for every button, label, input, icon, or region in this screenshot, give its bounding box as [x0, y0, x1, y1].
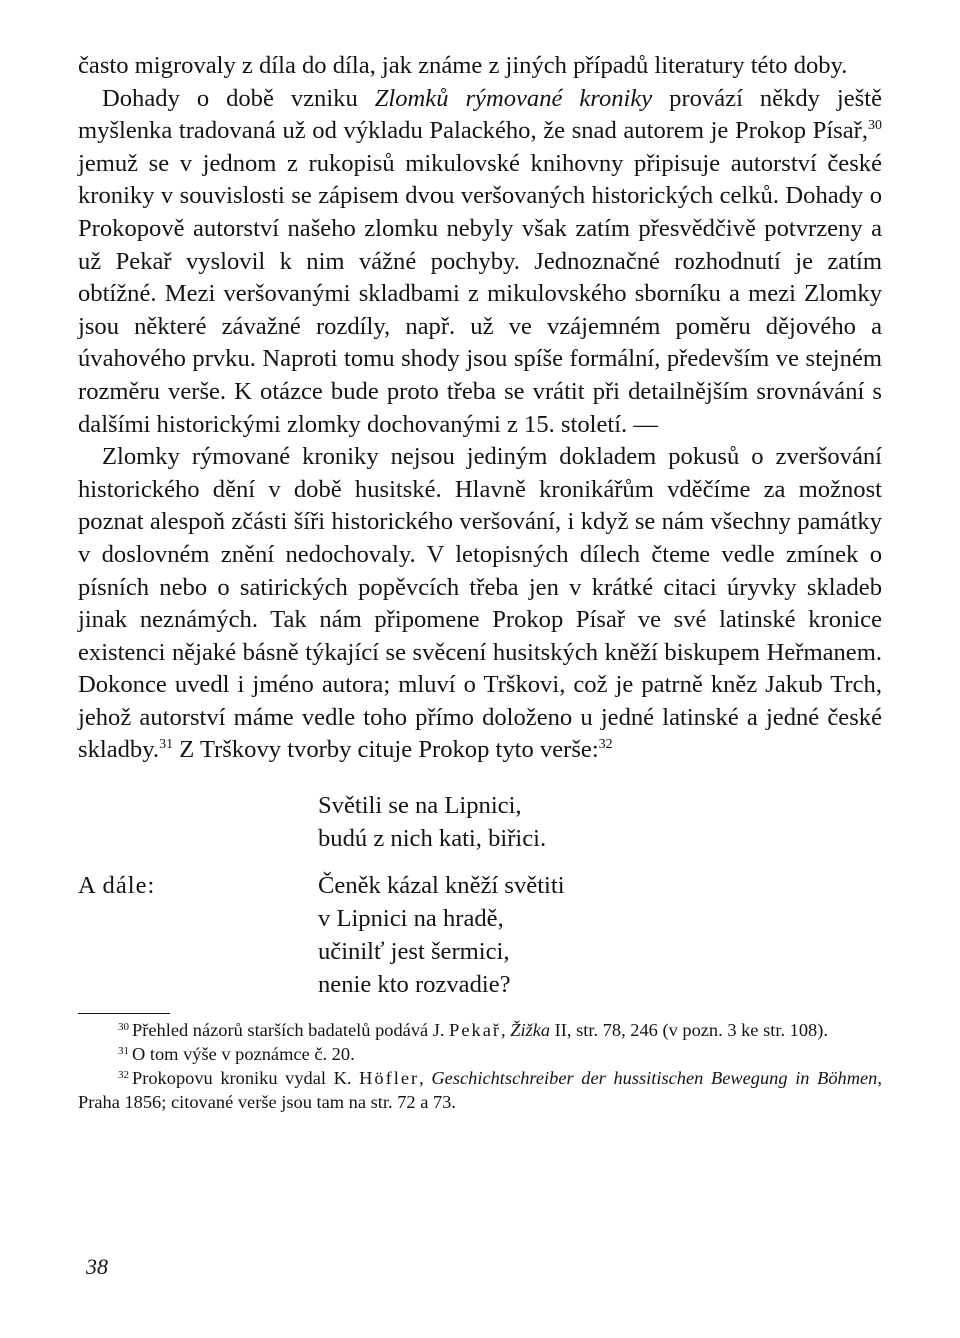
- verse-block-1: [318, 789, 882, 855]
- footnote-number: 30: [118, 1021, 129, 1034]
- footnote-text: Prokopovu kroniku vydal K.: [132, 1068, 360, 1089]
- paragraph-3-text-b: Z Trškovy tvorby cituje Prokop tyto verše:: [173, 736, 599, 764]
- verse-line: Světili se na Lipnici,: [318, 792, 522, 820]
- page-content: [78, 50, 882, 1114]
- footnotes: [78, 1018, 882, 1114]
- footnote-32: [78, 1066, 882, 1114]
- footnote-ref-31: 31: [159, 737, 174, 753]
- paragraph-2-text-c: jemuž se v jednom z rukopisů mikulovské knihovny připisuje autorství české kroniky v souvislosti se zápisem dvou veršovaných historických celků. Dohady o Prokopově autorství našeho zlomku nebyly však zatím přesvědčivě potvrzeny a už Pekař vyslovil k nim vážné pochyby. Jednoznačné rozhodnutí je zatím obtížné. Mezi veršovanými skladbami z mikulovského sborníku a mezi Zlomky jsou některé závažné rozdíly, např. už ve vzájemném poměru dějového a úvahového prvku. Naproti tomu shody jsou spíše formální, především ve stejném rozměru verše. K otázce bude proto třeba se vrátit při detailnějším srovnávání s dalšími historickými zlomky dochovanými z 15. století. —: [78, 149, 882, 438]
- footnote-title-italic: Geschichtschreiber der hussitischen Bewegung in Böhmen: [431, 1068, 878, 1089]
- footnote-number: 31: [118, 1045, 129, 1058]
- footnote-number: 32: [118, 1069, 129, 1082]
- footnote-ref-32: 32: [598, 737, 613, 753]
- footnote-author: Höfler: [359, 1068, 420, 1089]
- paragraph-3: [78, 441, 882, 767]
- paragraph-2-text-a: Dohady o době vzniku: [102, 84, 375, 112]
- verse-line: v Lipnici na hradě,: [318, 905, 504, 933]
- paragraph-1-text: často migrovaly z díla do díla, jak známe z jiných případů literatury této doby.: [78, 52, 848, 79]
- paragraph-1: [78, 50, 882, 83]
- verse-intro-label: A dále:: [78, 872, 156, 900]
- verse-line: učinilť jest šermici,: [318, 938, 510, 966]
- footnote-divider: [78, 1013, 170, 1014]
- main-text: [78, 50, 882, 767]
- paragraph-2: [78, 83, 882, 442]
- page-number: 38: [86, 1254, 108, 1279]
- paragraph-2-text-b: provází někdy ještě myšlenka tradovaná už od výkladu Palackého, že snad autorem je Prokop Písař,: [78, 84, 882, 145]
- footnote-ref-30: 30: [868, 118, 882, 134]
- paragraph-2-title-italic: Zlomků rýmované kroniky: [374, 84, 653, 112]
- verse-line: Čeněk kázal kněží světiti: [318, 872, 565, 900]
- verse-block-2: [318, 869, 882, 1001]
- footnote-text: , Praha 1856; citované verše jsou tam na str. 72 a 73.: [78, 1068, 882, 1113]
- verse-line: budú z nich kati, biřici.: [318, 825, 547, 853]
- verse-block-2-row: [78, 869, 882, 1001]
- footnote-text: ,: [419, 1068, 432, 1089]
- footnote-30: [78, 1018, 882, 1042]
- footnote-text: O tom výše v poznámce č. 20.: [132, 1044, 355, 1065]
- footnote-text: ,: [501, 1020, 511, 1041]
- footnote-text: II, str. 78, 246 (v pozn. 3 ke str. 108).: [550, 1020, 828, 1041]
- footnote-text: Přehled názorů starších badatelů podává J.: [132, 1020, 450, 1041]
- footnote-title-italic: Žižka: [510, 1020, 551, 1041]
- verse-line: nenie kto rozvadie?: [318, 971, 511, 999]
- footnote-31: [78, 1042, 882, 1066]
- paragraph-3-text-a: Zlomky rýmované kroniky nejsou jediným dokladem pokusů o zveršování historického dění v době husitské. Hlavně kronikářům vděčíme za možnost poznat alespoň zčásti šíři historického veršování, i když se nám všechny památky v doslovném znění nedochovaly. V letopisných dílech čteme vedle zmínek o písních nebo o satirických popěvcích třeba jen v krátké citaci úryvky skladeb jinak neznámých. Tak nám připomene Prokop Písař ve své latinské kronice existenci nějaké básně týkající se svěcení husitských kněží biskupem Heřmanem. Dokonce uvedl i jméno autora; mluví o Trškovi, což je patrně kněz Jakub Trch, jehož autorství máme vedle toho přímo doloženo u jedné latinské a jedné české skladby.: [78, 443, 882, 764]
- footnote-author: Pekař: [449, 1020, 502, 1041]
- verse-section: [78, 789, 882, 1001]
